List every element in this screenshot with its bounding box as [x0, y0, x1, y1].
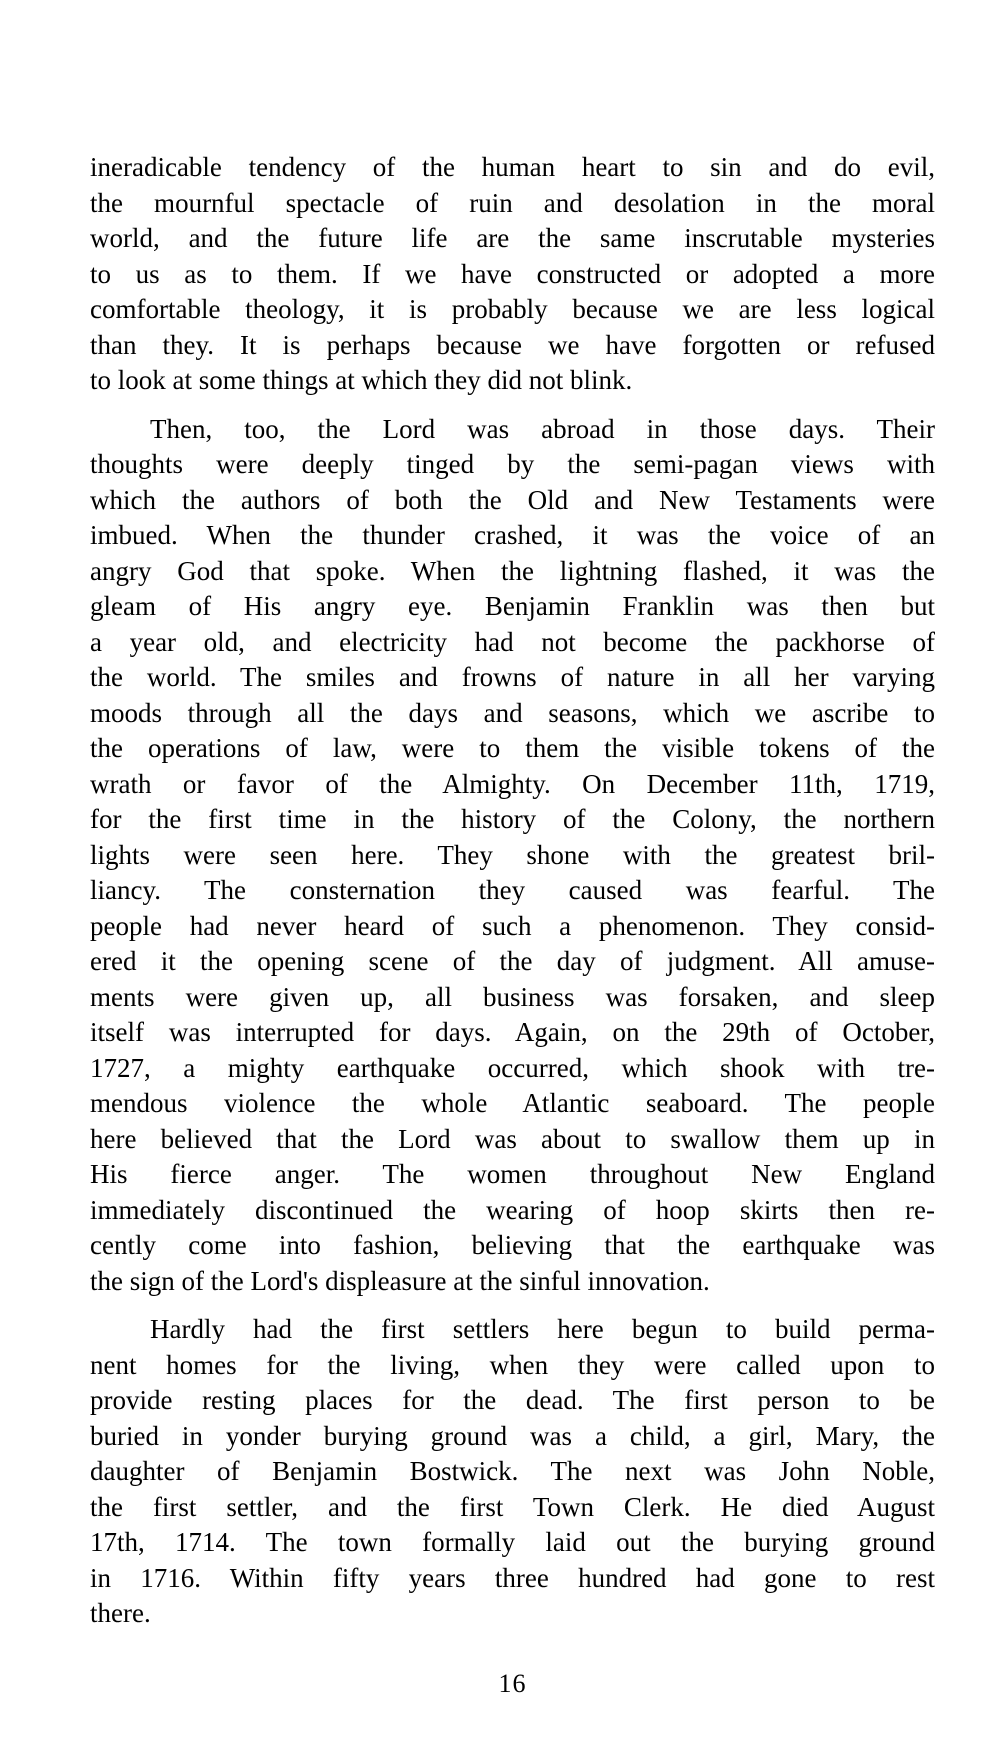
text-line: ments were given up, all business was forsaken, and sleep	[90, 981, 935, 1012]
text-line: itself was interrupted for days. Again, on the 29th of October,	[90, 1017, 935, 1047]
text-line: the operations of law, were to them the visible tokens of the	[90, 733, 935, 763]
text-line: angry God that spoke. When the lightning flashed, it was the	[90, 555, 935, 586]
text-line: comfortable theology, it is probably because we are less logical	[90, 294, 935, 324]
text-line: to us as to them. If we have constructed or adopted a more	[90, 258, 935, 289]
text-line: ered it the opening scene of the day of judgment. All amuse-	[90, 946, 935, 976]
paragraph	[90, 1312, 935, 1632]
text-block	[90, 150, 935, 1632]
text-line: here believed that the Lord was about to swallow them up in	[90, 1123, 935, 1154]
text-line: buried in yonder burying ground was a child, a girl, Mary, the	[90, 1420, 935, 1451]
text-line: world, and the future life are the same inscrutable mysteries	[90, 223, 935, 253]
text-line: the first settler, and the first Town Clerk. He died August	[90, 1491, 935, 1522]
text-line: daughter of Benjamin Bostwick. The next was John Noble,	[90, 1456, 935, 1486]
text-line: nent homes for the living, when they were called upon to	[90, 1349, 935, 1380]
text-line: Hardly had the first settlers here begun to build perma-	[150, 1314, 935, 1344]
text-line: cently come into fashion, believing that the earthquake was	[90, 1230, 935, 1260]
text-line: the world. The smiles and frowns of nature in all her varying	[90, 662, 935, 692]
text-line: His fierce anger. The women throughout New England	[90, 1159, 935, 1189]
text-line: the mournful spectacle of ruin and desolation in the moral	[90, 187, 935, 218]
text-line: there.	[90, 1598, 151, 1628]
page-number: 16	[498, 1669, 527, 1698]
text-line: immediately discontinued the wearing of hoop skirts then re-	[90, 1194, 935, 1225]
text-line: 1727, a mighty earthquake occurred, which shook with tre-	[90, 1052, 935, 1083]
paragraph	[90, 412, 935, 1300]
text-line: people had never heard of such a phenomenon. They consid-	[90, 910, 935, 941]
text-line: a year old, and electricity had not become the packhorse of	[90, 626, 935, 657]
text-line: in 1716. Within fifty years three hundred had gone to rest	[90, 1562, 935, 1593]
text-line: ineradicable tendency of the human heart to sin and do evil,	[90, 152, 935, 182]
paragraph	[90, 150, 935, 399]
text-line: imbued. When the thunder crashed, it was the voice of an	[90, 520, 935, 550]
text-line: provide resting places for the dead. The first person to be	[90, 1385, 935, 1415]
text-line: for the first time in the history of the Colony, the northern	[90, 804, 935, 834]
text-line: gleam of His angry eye. Benjamin Franklin was then but	[90, 591, 935, 621]
text-line: lights were seen here. They shone with the greatest bril-	[90, 839, 935, 870]
text-line: thoughts were deeply tinged by the semi-pagan views with	[90, 449, 935, 479]
text-line: to look at some things at which they did not blink.	[90, 365, 633, 395]
text-line: moods through all the days and seasons, which we ascribe to	[90, 697, 935, 728]
text-line: mendous violence the whole Atlantic seaboard. The people	[90, 1088, 935, 1118]
text-line: the sign of the Lord's displeasure at the sinful innovation.	[90, 1265, 710, 1296]
text-line: wrath or favor of the Almighty. On December 11th, 1719,	[90, 768, 935, 799]
text-line: 17th, 1714. The town formally laid out the burying ground	[90, 1527, 935, 1557]
text-line: which the authors of both the Old and New Testaments were	[90, 484, 935, 515]
text-line: liancy. The consternation they caused was fearful. The	[90, 875, 935, 905]
text-line: Then, too, the Lord was abroad in those days. Their	[150, 413, 935, 444]
text-line: than they. It is perhaps because we have forgotten or refused	[90, 329, 935, 360]
